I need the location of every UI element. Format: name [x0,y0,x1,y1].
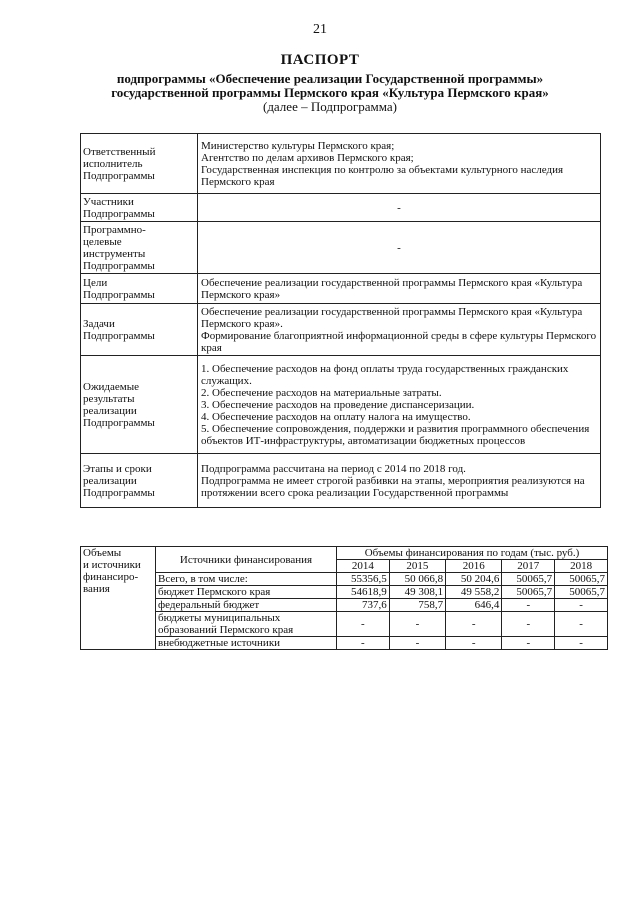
finance-value: 737,6 [337,599,390,612]
finance-value: 49 308,1 [389,586,445,599]
finance-source: федеральный бюджет [156,599,337,612]
sources-header: Источники финансирования [156,547,337,573]
finance-value: - [555,612,608,637]
passport-row-content [198,274,601,304]
content-line: 1. Обеспечение расходов на фонд оплаты труда государственных гражданских служащих. [201,362,569,387]
year-header: 2017 [502,560,555,573]
finance-table [80,546,608,650]
label-line: Подпрограммы [83,486,155,499]
year-header: 2016 [446,560,502,573]
finance-source: внебюджетные источники [156,637,337,650]
finance-value: - [446,612,502,637]
label-line: вания [83,583,110,595]
finance-value: 50 066,8 [389,573,445,586]
label-line: Объемы [83,547,122,559]
finance-source: Всего, в том числе: [156,573,337,586]
content-line: Формирование благоприятной информационной среды в сфере культуры Пермского края [201,329,597,354]
label-line: Ответственный [83,145,156,158]
label-line: целевые [83,235,122,248]
subtitle-line-1: подпрограммы «Обеспечение реализации Государственной программы» [116,71,544,86]
label-line: Цели [83,276,108,289]
label-line: финансиро- [83,571,139,583]
passport-row-label [81,134,198,194]
passport-row-label [81,304,198,356]
finance-value: 50065,7 [555,586,608,599]
label-line: результаты [83,392,135,405]
subtitle-line-3: (далее – Подпрограмма) [262,99,397,114]
document-title: ПАСПОРТ [280,52,360,68]
label-line: Этапы и сроки [83,462,152,475]
passport-row-content [198,194,601,222]
label-line: инструменты [83,247,146,260]
finance-value: 50065,7 [555,573,608,586]
finance-value: 49 558,2 [446,586,502,599]
content-line: 3. Обеспечение расходов на проведение диспансеризации. [201,398,475,411]
passport-row [81,454,601,508]
finance-value: 50065,7 [502,586,555,599]
finance-value: - [337,612,390,637]
finance-value: - [555,637,608,650]
finance-value: - [555,599,608,612]
content-line: Подпрограмма не имеет строгой разбивки на этапы, мероприятия реализуются на протяжении всего срока реализации Государственной программы [201,474,585,499]
passport-row-label [81,356,198,454]
label-line: Подпрограммы [83,416,155,429]
finance-row [81,637,608,650]
label-line: Ожидаемые [83,380,140,393]
finance-value: - [389,612,445,637]
passport-row [81,222,601,274]
page-number: 21 [313,22,327,37]
passport-row-label [81,194,198,222]
passport-row-content [198,454,601,508]
passport-row [81,134,601,194]
finance-row [81,573,608,586]
passport-row [81,194,601,222]
content-line: Агентство по делам архивов Пермского края; [201,151,414,164]
content-line: Министерство культуры Пермского края; [201,139,395,152]
label-line: Подпрограммы [83,207,155,220]
passport-row-content [198,356,601,454]
finance-label [81,547,156,650]
content-line: Обеспечение реализации государственной программы Пермского края «Культура Пермского края» [201,276,583,301]
passport-row-label [81,454,198,508]
finance-value: - [502,637,555,650]
label-line: реализации [83,474,137,487]
label-line: Подпрограммы [83,329,155,342]
finance-row [81,586,608,599]
finance-value: 50065,7 [502,573,555,586]
label-line: Участники [83,195,134,208]
passport-row [81,304,601,356]
content-line: 5. Обеспечение сопровождения, поддержки и развития программного обеспечения объектов ИТ-инфраструктуры, автоматизации бюджетных процессов [201,422,590,447]
label-line: Подпрограммы [83,259,155,272]
finance-value: - [502,612,555,637]
content-line: Обеспечение реализации государственной программы Пермского края «Культура Пермского края». [201,305,583,330]
finance-row [81,612,608,637]
content-line: - [397,201,401,214]
passport-row-content [198,304,601,356]
finance-value: 55356,5 [337,573,390,586]
finance-header-row [81,547,608,560]
label-line: исполнитель [83,157,143,170]
content-line: Государственная инспекция по контролю за объектами культурного наследия Пермского края [201,163,564,188]
passport-row-content [198,134,601,194]
finance-source: бюджеты муниципальных образований Пермского края [156,612,337,637]
finance-value: - [389,637,445,650]
content-line: 2. Обеспечение расходов на материальные затраты. [201,386,442,399]
passport-row [81,356,601,454]
year-header: 2018 [555,560,608,573]
finance-value: 54618,9 [337,586,390,599]
content-line: 4. Обеспечение расходов на оплату налога на имущество. [201,410,471,423]
label-line: и источники [83,559,141,571]
label-line: Программно- [83,223,146,236]
passport-row-content [198,222,601,274]
finance-value: - [502,599,555,612]
label-line: Задачи [83,317,115,330]
label-line: реализации [83,404,137,417]
finance-row [81,599,608,612]
year-header: 2015 [389,560,445,573]
subtitle-line-2: государственной программы Пермского края «Культура Пермского края» [111,85,549,100]
document-subtitle [60,72,600,114]
passport-row [81,274,601,304]
passport-row-label [81,222,198,274]
label-line: Подпрограммы [83,288,155,301]
finance-value: - [337,637,390,650]
passport-table [80,133,601,508]
finance-source: бюджет Пермского края [156,586,337,599]
content-line: - [397,241,401,254]
finance-value: 758,7 [389,599,445,612]
content-line: Подпрограмма рассчитана на период с 2014 по 2018 год. [201,462,466,475]
label-line: Подпрограммы [83,169,155,182]
year-header: 2014 [337,560,390,573]
finance-value: - [446,637,502,650]
finance-value: 646,4 [446,599,502,612]
years-header: Объемы финансирования по годам (тыс. руб.) [337,547,608,560]
finance-value: 50 204,6 [446,573,502,586]
passport-row-label [81,274,198,304]
